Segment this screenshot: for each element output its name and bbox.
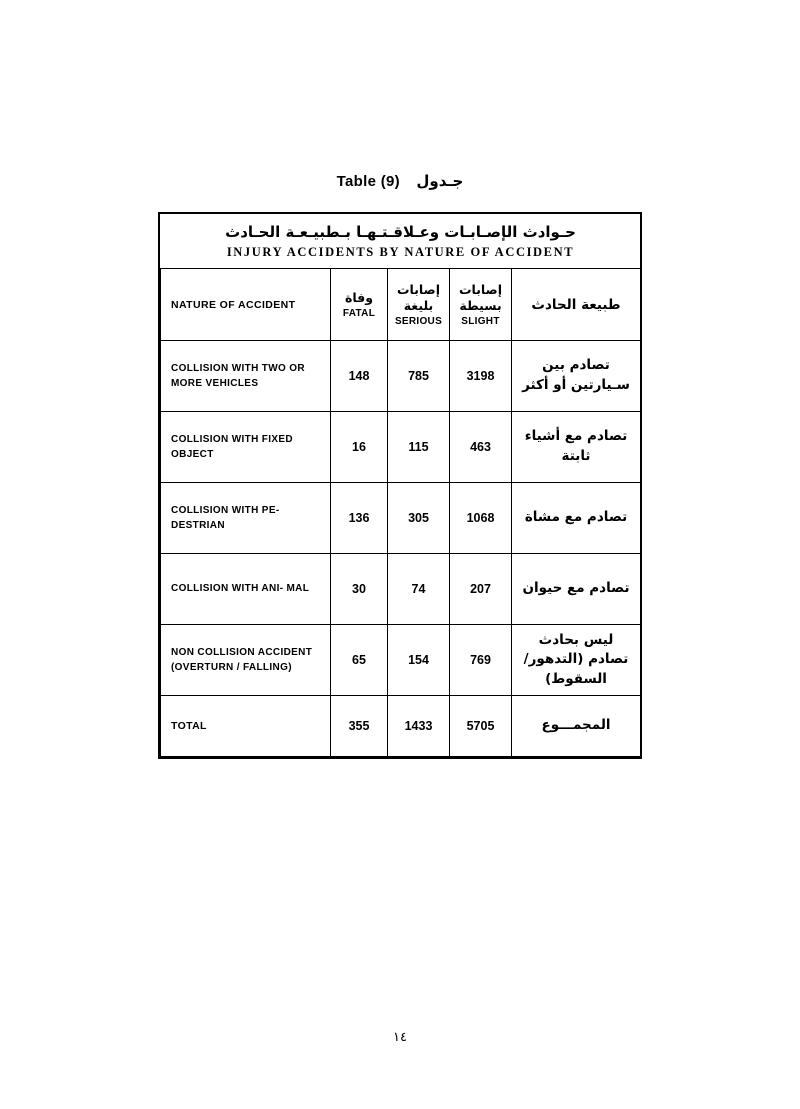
- total-slight: 5705: [450, 696, 512, 757]
- row-label-en: NON COLLISION ACCIDENT (OVERTURN / FALLING): [161, 625, 331, 696]
- row-slight: 3198: [450, 341, 512, 412]
- row-label-en: COLLISION WITH ANI- MAL: [161, 554, 331, 625]
- table-title-row: [161, 214, 641, 269]
- row-fatal: 16: [331, 412, 388, 483]
- row-serious: 154: [388, 625, 450, 696]
- header-serious-en: SERIOUS: [394, 315, 443, 327]
- row-serious: 115: [388, 412, 450, 483]
- row-label-ar: تصادم مع أشياء ثابتة: [512, 412, 641, 483]
- row-label-ar: تصادم مع مشاة: [512, 483, 641, 554]
- row-slight: 1068: [450, 483, 512, 554]
- header-slight-ar: إصابات بسيطة: [458, 282, 502, 313]
- table-caption: [158, 172, 642, 190]
- row-slight: 769: [450, 625, 512, 696]
- table-header-row: [161, 269, 641, 341]
- header-slight: [450, 269, 512, 341]
- table-row: [161, 412, 641, 483]
- row-label-en: COLLISION WITH FIXED OBJECT: [161, 412, 331, 483]
- row-label-ar: ليس بحادث تصادم (التدهور/السقوط): [512, 625, 641, 696]
- total-serious: 1433: [388, 696, 450, 757]
- row-fatal: 148: [331, 341, 388, 412]
- table-title-ar: حـوادث الإصـابـات وعـلاقـتـهـا بـطبيـعـة الحـادث: [225, 223, 576, 241]
- table-caption-en: Table (9): [336, 173, 400, 190]
- total-fatal: 355: [331, 696, 388, 757]
- table-row: [161, 554, 641, 625]
- total-label-en: TOTAL: [161, 696, 331, 757]
- table-total-row: [161, 696, 641, 757]
- row-fatal: 30: [331, 554, 388, 625]
- row-serious: 305: [388, 483, 450, 554]
- page-number: ١٤: [393, 1030, 407, 1045]
- table-title-en: INJURY ACCIDENTS BY NATURE OF ACCIDENT: [226, 245, 575, 259]
- row-label-ar: تصادم مع حيوان: [512, 554, 641, 625]
- header-slight-en: SLIGHT: [461, 315, 500, 327]
- table-row: [161, 341, 641, 412]
- table-row: [161, 625, 641, 696]
- row-fatal: 65: [331, 625, 388, 696]
- table-title-band: [161, 214, 641, 269]
- row-fatal: 136: [331, 483, 388, 554]
- injury-accidents-table: [158, 212, 642, 759]
- table-caption-ar: جـدول: [416, 172, 464, 190]
- header-serious: [388, 269, 450, 341]
- header-fatal-en: FATAL: [342, 307, 376, 319]
- table-row: [161, 483, 641, 554]
- row-serious: 74: [388, 554, 450, 625]
- header-nature-ar: طبيعة الحادث: [512, 269, 641, 341]
- header-fatal-ar: وفاة: [344, 290, 374, 306]
- total-label-ar: المجمـــوع: [512, 696, 641, 757]
- row-label-en: COLLISION WITH TWO OR MORE VEHICLES: [161, 341, 331, 412]
- row-label-ar: تصادم بين سـيارتين أو أكثر: [512, 341, 641, 412]
- header-serious-ar: إصابات بليغة: [396, 282, 440, 313]
- row-label-en: COLLISION WITH PE- DESTRIAN: [161, 483, 331, 554]
- header-fatal: [331, 269, 388, 341]
- row-slight: 463: [450, 412, 512, 483]
- header-nature-en: NATURE OF ACCIDENT: [161, 269, 331, 341]
- row-serious: 785: [388, 341, 450, 412]
- row-slight: 207: [450, 554, 512, 625]
